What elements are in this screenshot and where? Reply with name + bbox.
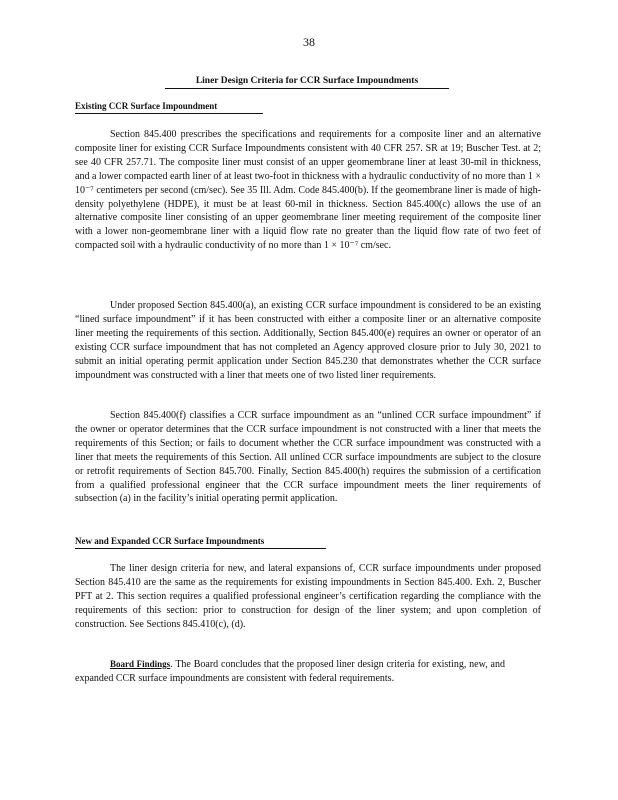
paragraph-new-expanded: The liner design criteria for new, and lateral expansions of, CCR surface impoundments under proposed Section 845.410 are the same as the requirements for existing impoundments in Section 845.400. Exh. 2, Buscher PFT at 2. This section requires a qualified professional engineer’s certification regarding the compliance with the requirements of this section: prior to construction for design of the liner system; and upon completion of construction. See Sections 845.410(c), (d). (75, 563, 541, 630)
paragraph-lined-impoundment: Under proposed Section 845.400(a), an existing CCR surface impoundment is considered to be an existing “lined surface impoundment” if it has been constructed with either a composite liner or an alternative composite liner meeting the requirements of this section. Additionally, Section 845.400(e) requires an owner or operator of an existing CCR surface impoundment that has not completed an Agency approved closure prior to July 30, 2021 to submit an initial operating permit application under Section 845.230 that demonstrates whether the CCR surface impoundment was constructed with a liner that meets one of two listed liner requirements. (75, 300, 541, 381)
new-expanded-heading: New and Expanded CCR Surface Impoundments (75, 536, 326, 549)
paragraph-unlined-impoundment: Section 845.400(f) classifies a CCR surface impoundment as an “unlined CCR surface impoundment” if the owner or operator determines that the CCR surface impoundment is not constructed with a liner that meets the requirements of this Section; or fails to document whether the CCR surface impoundment was constructed with a liner that meets the requirements of this Section. All unlined CCR surface impoundments are subject to the closure or retrofit requirements of Section 845.700. Finally, Section 845.400(h) requires the submission of a certification from a qualified professional engineer that the CCR surface impoundment meets the liner requirements of subsection (a) in the facility’s initial operating permit application. (75, 410, 541, 505)
board-findings-text: . The Board concludes that the proposed liner design criteria for existing, new, and expanded CCR surface impoundments are consistent with federal requirements. (75, 659, 505, 684)
existing-impoundment-heading: Existing CCR Surface Impoundment (75, 101, 263, 114)
paragraph-board-findings (75, 658, 505, 686)
page-number: 38 (303, 35, 315, 49)
section-title: Liner Design Criteria for CCR Surface Impoundments (165, 75, 449, 89)
paragraph-composite-liner: Section 845.400 prescribes the specifications and requirements for a composite liner and an alternative composite liner for existing CCR Surface Impoundments consistent with 40 CFR 257. SR at 19; Buscher Test. at 2; see 40 CFR 257.71. The composite liner must consist of an upper geomembrane liner at least 30-mil in thickness, and a lower compacted earth liner of at least two-foot in thickness with a hydraulic conductivity of no more than 1 × 10⁻⁷ centimeters per second (cm/sec). See 35 Ill. Adm. Code 845.400(b). If the geomembrane liner is made of high-density polyethylene (HDPE), it must be at least 60-mil in thickness. Section 845.400(c) allows the use of an alternative composite liner consisting of an upper geomembrane liner meeting requirement of the composite liner with a lower non-geomembrane liner with a liquid flow rate no greater than the liquid flow rate of two feet of compacted soil with a hydraulic conductivity of no more than 1 × 10⁻⁷ cm/sec. (75, 129, 541, 252)
board-findings-label: Board Findings (110, 659, 171, 669)
